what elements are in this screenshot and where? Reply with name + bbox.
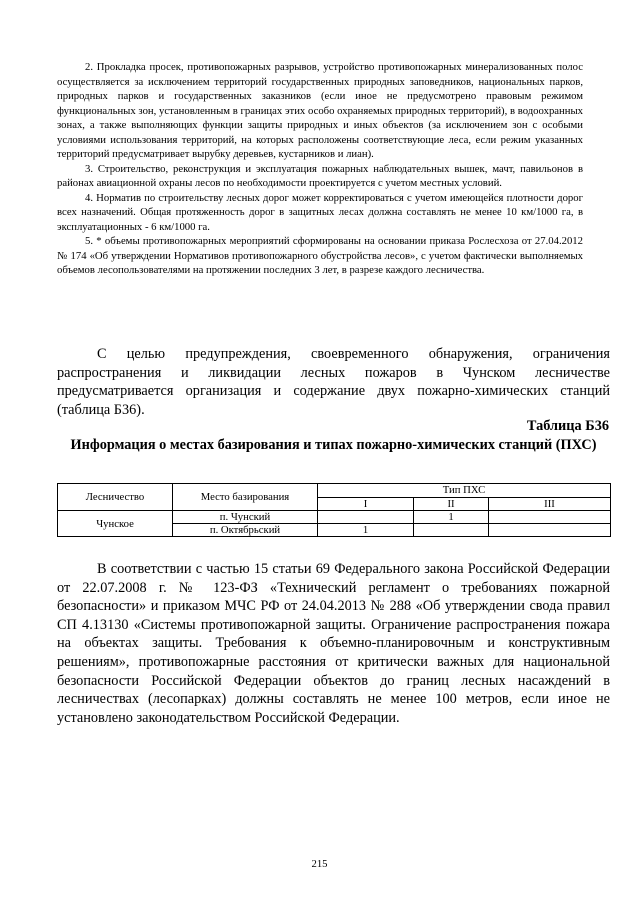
header-type: Тип ПХС (318, 484, 611, 498)
table-row (58, 511, 611, 524)
cell-type-i (318, 511, 414, 524)
intro-paragraph (57, 345, 610, 419)
note-3: 3. Строительство, реконструкция и эксплуатация пожарных наблюдательных вышек, мачт, павильонов в районах авиационной охраны лесов по необходимости проектируется с учетом местных условий. (57, 162, 583, 189)
regulation-text: В соответствии с частью 15 статьи 69 Федерального закона Российской Федерации от 22.07.2008 г. № 123-ФЗ «Технический регламент о требованиях пожарной безопасности» и приказом МЧС РФ от 24.04.2013 № 288 «Об утверждении свода правил СП 4.13130 «Системы противопожарной защиты. Ограничение распространения пожара на объектах защиты. Требования к объемно-планировочным и конструктивным решениям», противопожарные расстояния от критически важных для национальной безопасности Российской Федерации объектов до границ лесных насаждений в лесничествах (лесопарках) должны составлять не менее 100 метров, если иное не установлено законодательством Российской Федерации. (57, 561, 610, 726)
cell-type-ii (414, 524, 489, 537)
header-forestry: Лесничество (58, 484, 173, 511)
note-4: 4. Норматив по строительству лесных дорог может корректироваться с учетом имеющейся плотности дорог всех назначений. Общая протяженность дорог в защитных лесах должна составлять не менее 10 км/1000 га, в эксплуатационных - 6 км/1000 га. (57, 191, 583, 233)
header-location: Место базирования (173, 484, 318, 511)
header-type-ii: II (414, 497, 489, 511)
note-2: 2. Прокладка просек, противопожарных разрывов, устройство противопожарных минерализованных полос осуществляется за исключением территорий государственных природных заповедников, национальных парков, природных парков и государственных заказников (если иное не предусмотрено правовым режимом функциональных зон, установленным в границах этих особо охраняемых природных территорий), в водоохранных зонах, а также выполняющих функции защиты природных и иных объектов (за исключением зон с особыми условиями использования территорий, на которых расположены соответствующие леса, если режим указанных территорий предусматривает вырубку деревьев, кустарников и лиан). (57, 61, 583, 160)
table-header-row (58, 484, 611, 498)
cell-type-ii: 1 (414, 511, 489, 524)
intro-text: С целью предупреждения, своевременного обнаружения, ограничения распространения и ликвидации лесных пожаров в Чунском лесничестве предусматривается организация и содержание двух пожарно-химических станций (таблица Б36). (57, 346, 610, 418)
cell-location: п. Чунский (173, 511, 318, 524)
header-type-iii: III (489, 497, 611, 511)
table-label: Таблица Б36 (526, 418, 609, 434)
pxc-table (57, 483, 611, 537)
page-number: 215 (311, 858, 328, 870)
cell-type-i: 1 (318, 524, 414, 537)
cell-forestry: Чунское (58, 511, 173, 537)
note-5: 5. * объемы противопожарных мероприятий сформированы на основании приказа Рослесхоза от 27.04.2012 № 174 «Об утверждении Нормативов противопожарного обустройства лесов», с учетом фактически выполняемых объемов лесопользователями на протяжении последних 3 лет, в разрезе каждого лесничества. (57, 235, 583, 276)
cell-type-iii (489, 524, 611, 537)
regulation-paragraph (57, 560, 610, 727)
table-notes (57, 60, 583, 278)
cell-type-iii (489, 511, 611, 524)
cell-location: п. Октябрьский (173, 524, 318, 537)
header-type-i: I (318, 497, 414, 511)
table-title: Информация о местах базирования и типах пожарно-химических станций (ПХС) (70, 437, 597, 453)
